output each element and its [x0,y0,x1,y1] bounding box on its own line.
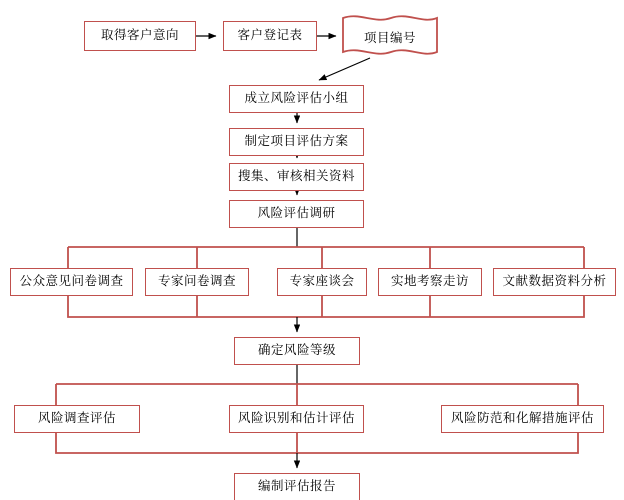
branch-bus-collect-top [68,296,584,317]
branch-bus-top [68,247,584,268]
node-public-opinion-survey[interactable] [10,268,133,296]
node-field-investigation[interactable] [378,268,482,296]
node-label: 确定风险等级 [257,343,336,358]
node-label: 取得客户意向 [100,28,179,43]
node-label: 风险防范和化解措施评估 [450,411,594,426]
node-label: 实地考察走访 [390,274,469,289]
node-label: 成立风险评估小组 [244,91,349,106]
branch-bus-bottom [56,384,578,405]
node-label: 风险评估调研 [257,206,336,221]
node-label: 客户登记表 [237,28,303,43]
node-risk-survey-evaluation[interactable] [14,405,140,433]
node-form-risk-assessment-team[interactable] [229,85,364,113]
node-label: 专家问卷调查 [157,274,236,289]
node-collect-review-materials[interactable] [229,163,364,191]
node-label: 专家座谈会 [289,274,355,289]
node-determine-risk-level[interactable] [234,337,360,365]
node-literature-data-analysis[interactable] [493,268,616,296]
node-risk-assessment-research[interactable] [229,200,364,228]
node-obtain-client-intent[interactable] [84,21,196,51]
node-label: 文献数据资料分析 [502,274,607,289]
node-label: 制定项目评估方案 [244,134,349,149]
node-label: 公众意见问卷调查 [19,274,124,289]
node-label: 编制评估报告 [257,479,336,494]
node-project-number[interactable] [340,12,440,62]
node-client-registration-form[interactable] [223,21,317,51]
node-label: 搜集、审核相关资料 [237,169,355,184]
node-risk-identification-estimation[interactable] [229,405,364,433]
node-expert-symposium[interactable] [277,268,367,296]
node-risk-prevention-mitigation[interactable] [441,405,604,433]
node-label: 风险调查评估 [37,411,116,426]
node-label: 项目编号 [363,31,416,45]
branch-bus-collect-bottom [56,433,578,453]
node-label: 风险识别和估计评估 [237,411,355,426]
node-expert-questionnaire[interactable] [145,268,249,296]
node-formulate-evaluation-plan[interactable] [229,128,364,156]
node-prepare-assessment-report[interactable] [234,473,360,500]
